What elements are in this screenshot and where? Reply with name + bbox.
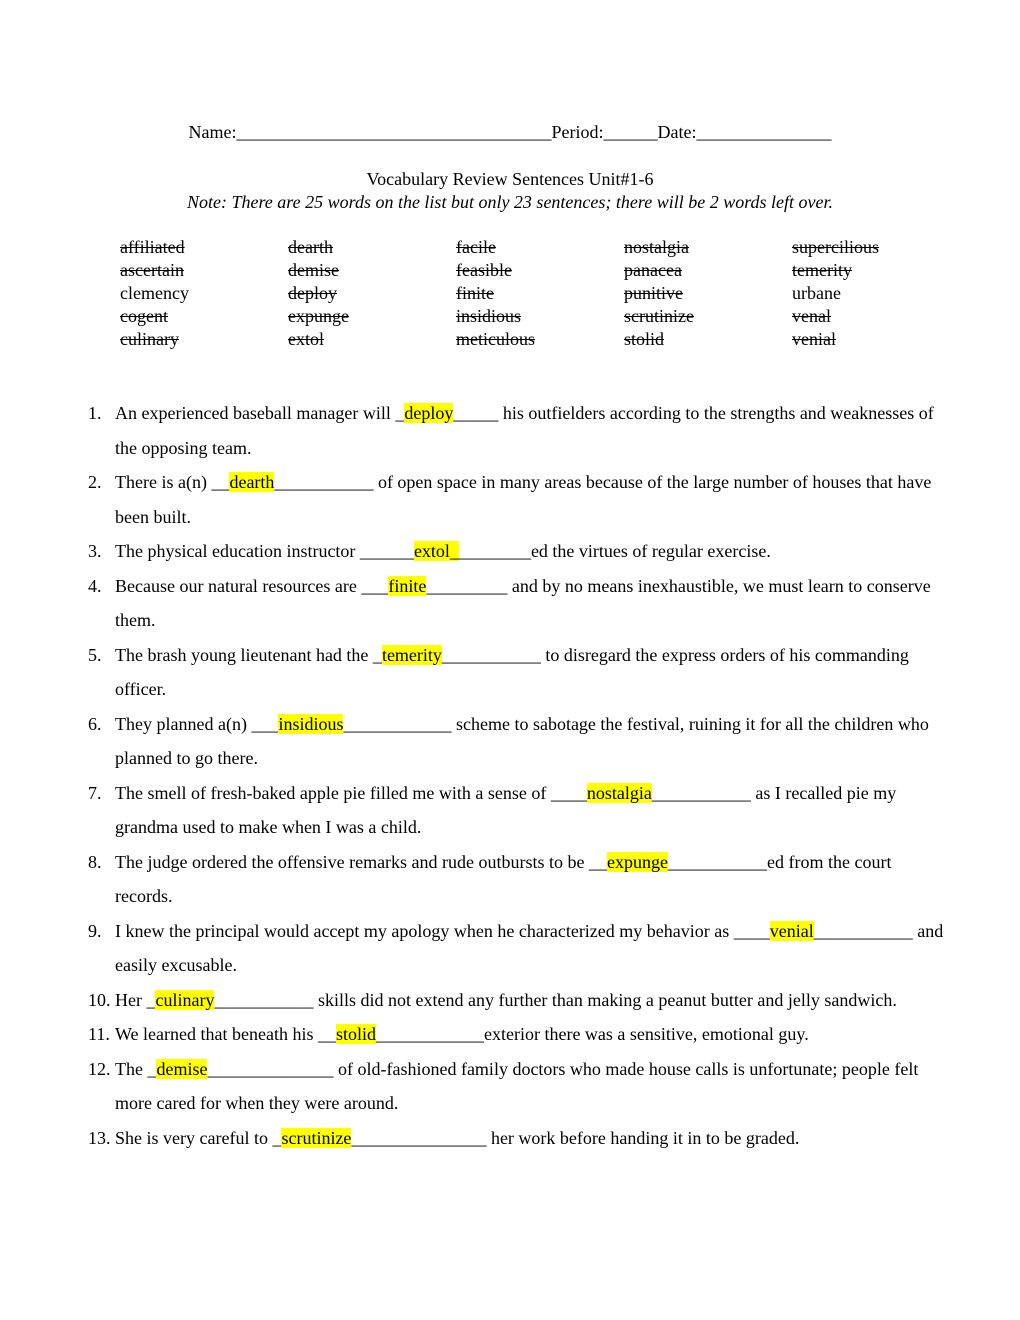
answer-highlight: deploy	[404, 403, 454, 423]
sentence-text-before: They planned a(n) ___	[115, 713, 279, 734]
sentence-item	[88, 534, 948, 569]
answer-blank-line: _______________	[351, 1127, 487, 1148]
sentence-number: 9.	[88, 920, 102, 941]
vocab-word: ascertain	[120, 260, 184, 280]
sentence-item	[88, 707, 948, 776]
sentence-number: 12.	[88, 1058, 111, 1079]
vocab-word: deploy	[288, 283, 337, 303]
answer-blank-line: _________	[426, 575, 508, 596]
worksheet-note: Note: There are 25 words on the list but only 23 sentences; there will be 2 words left over.	[186, 192, 834, 212]
vocab-word: culinary	[120, 329, 179, 349]
vocab-word: venial	[792, 329, 836, 349]
sentence-text-before: The smell of fresh-baked apple pie filled me with a sense of ____	[115, 782, 587, 803]
answer-blank-line: ___________	[813, 920, 913, 941]
answer-highlight: dearth	[229, 472, 275, 492]
vocab-word: panacea	[624, 260, 682, 280]
sentence-text-before: There is a(n) __	[115, 472, 230, 492]
sentence-item	[88, 845, 948, 914]
sentence-text-after: to disregard the express orders of his commanding officer.	[115, 644, 909, 699]
vocabulary-word-list	[120, 237, 960, 352]
answer-blank-line: ___________	[441, 644, 541, 665]
answer-blank-line: _____	[453, 403, 499, 423]
sentence-text-before: I knew the principal would accept my apology when he characterized my behavior as ____	[115, 920, 770, 941]
sentence-number: 13.	[88, 1127, 111, 1148]
sentence-text-after: of open space in many areas because of the large number of houses that have been built.	[115, 472, 932, 527]
vocab-word: cogent	[120, 306, 168, 326]
answer-highlight: demise	[156, 1058, 208, 1079]
vocab-word: clemency	[120, 283, 189, 303]
sentence-text-before: The judge ordered the offensive remarks and rude outbursts to be __	[115, 851, 608, 872]
answer-blank-line: ___________	[668, 851, 768, 872]
sentence-text-before: The _	[115, 1058, 157, 1079]
vocab-word: finite	[456, 283, 494, 303]
sentence-text-before: Because our natural resources are ___	[115, 575, 389, 596]
sentence-number: 3.	[88, 541, 102, 561]
vocab-word: urbane	[792, 283, 841, 303]
vocab-word: venal	[792, 306, 831, 326]
answer-blank-line: ___________	[274, 472, 374, 492]
sentence-number: 5.	[88, 644, 102, 665]
sentence-item	[88, 1121, 948, 1156]
vocab-word: nostalgia	[624, 237, 689, 257]
worksheet-title: Vocabulary Review Sentences Unit#1-6	[366, 169, 654, 189]
sentence-text-before: She is very careful to _	[115, 1127, 282, 1148]
answer-blank-line: ___________	[214, 989, 314, 1010]
vocab-word: temerity	[792, 260, 852, 280]
answer-highlight: stolid	[335, 1024, 376, 1044]
sentence-number: 11.	[88, 1024, 110, 1044]
vocab-word: extol	[288, 329, 324, 349]
sentence-item	[88, 914, 948, 983]
sentence-number: 7.	[88, 782, 102, 803]
sentence-item	[88, 1052, 948, 1121]
sentence-item	[88, 983, 948, 1018]
sentence-number: 2.	[88, 472, 102, 492]
vocab-word: dearth	[288, 237, 333, 257]
sentence-number: 8.	[88, 851, 102, 872]
sentence-number: 6.	[88, 713, 102, 734]
sentence-text-after: her work before handing it in to be graded.	[486, 1127, 800, 1148]
sentence-text-before: The physical education instructor ______	[115, 541, 414, 561]
sentence-item	[88, 638, 948, 707]
sentence-text-after: ed from the court records.	[115, 851, 892, 906]
vocab-word: meticulous	[456, 329, 535, 349]
sentence-number: 10.	[88, 989, 111, 1010]
sentence-item	[88, 465, 948, 534]
sentence-text-after: exterior there was a sensitive, emotional guy.	[483, 1024, 809, 1044]
answer-highlight: extol_	[413, 541, 459, 561]
sentence-item	[88, 569, 948, 638]
sentence-text-after: skills did not extend any further than making a peanut butter and jelly sandwich.	[313, 989, 897, 1010]
answer-highlight: culinary	[155, 989, 215, 1010]
answer-highlight: insidious	[278, 713, 344, 734]
sentence-text-before: An experienced baseball manager will _	[115, 403, 405, 423]
sentence-item	[88, 776, 948, 845]
answer-highlight: expunge	[607, 851, 669, 872]
vocab-word: affiliated	[120, 237, 185, 257]
sentence-text-after: of old-fashioned family doctors who made house calls is unfortunate; people felt more cared for when they were around.	[115, 1058, 919, 1113]
sentence-text-after: and easily excusable.	[115, 920, 944, 975]
sentence-list	[88, 396, 948, 1155]
vocab-word: insidious	[456, 306, 522, 326]
answer-highlight: venial	[769, 920, 814, 941]
sentence-text-after: as I recalled pie my grandma used to make when I was a child.	[115, 782, 897, 837]
answer-blank-line: ___________	[651, 782, 751, 803]
sentence-text-before: The brash young lieutenant had the _	[115, 644, 382, 665]
name-period-date-line: Name:___________________________________Period:______Date:_______________	[188, 122, 832, 142]
vocab-word: demise	[288, 260, 339, 280]
answer-highlight: temerity	[381, 644, 442, 665]
sentence-text-after: and by no means inexhaustible, we must learn to conserve them.	[115, 575, 931, 630]
answer-blank-line: ____________	[343, 713, 452, 734]
answer-blank-line: ____________	[375, 1024, 484, 1044]
answer-highlight: finite	[388, 575, 427, 596]
answer-highlight: nostalgia	[586, 782, 652, 803]
vocab-word: scrutinize	[624, 306, 694, 326]
vocab-word: punitive	[624, 283, 683, 303]
answer-blank-line: ______________	[207, 1058, 334, 1079]
sentence-text-after: scheme to sabotage the festival, ruining it for all the children who planned to go there.	[115, 713, 929, 768]
answer-blank-line: ________	[458, 541, 531, 561]
sentence-number: 1.	[88, 403, 102, 423]
sentence-item	[88, 396, 948, 465]
answer-highlight: scrutinize	[281, 1127, 352, 1148]
sentence-number: 4.	[88, 575, 102, 596]
sentence-item	[88, 1017, 948, 1052]
sentence-text-after: ed the virtues of regular exercise.	[530, 541, 771, 561]
vocab-word: supercilious	[792, 237, 879, 257]
vocab-word: feasible	[456, 260, 512, 280]
vocab-word: stolid	[624, 329, 665, 349]
vocab-word: facile	[456, 237, 496, 257]
sentence-text-after: his outfielders according to the strengths and weaknesses of the opposing team.	[115, 403, 934, 458]
vocab-word: expunge	[288, 306, 349, 326]
sentence-text-before: Her _	[115, 989, 156, 1010]
sentence-text-before: We learned that beneath his __	[115, 1024, 336, 1044]
